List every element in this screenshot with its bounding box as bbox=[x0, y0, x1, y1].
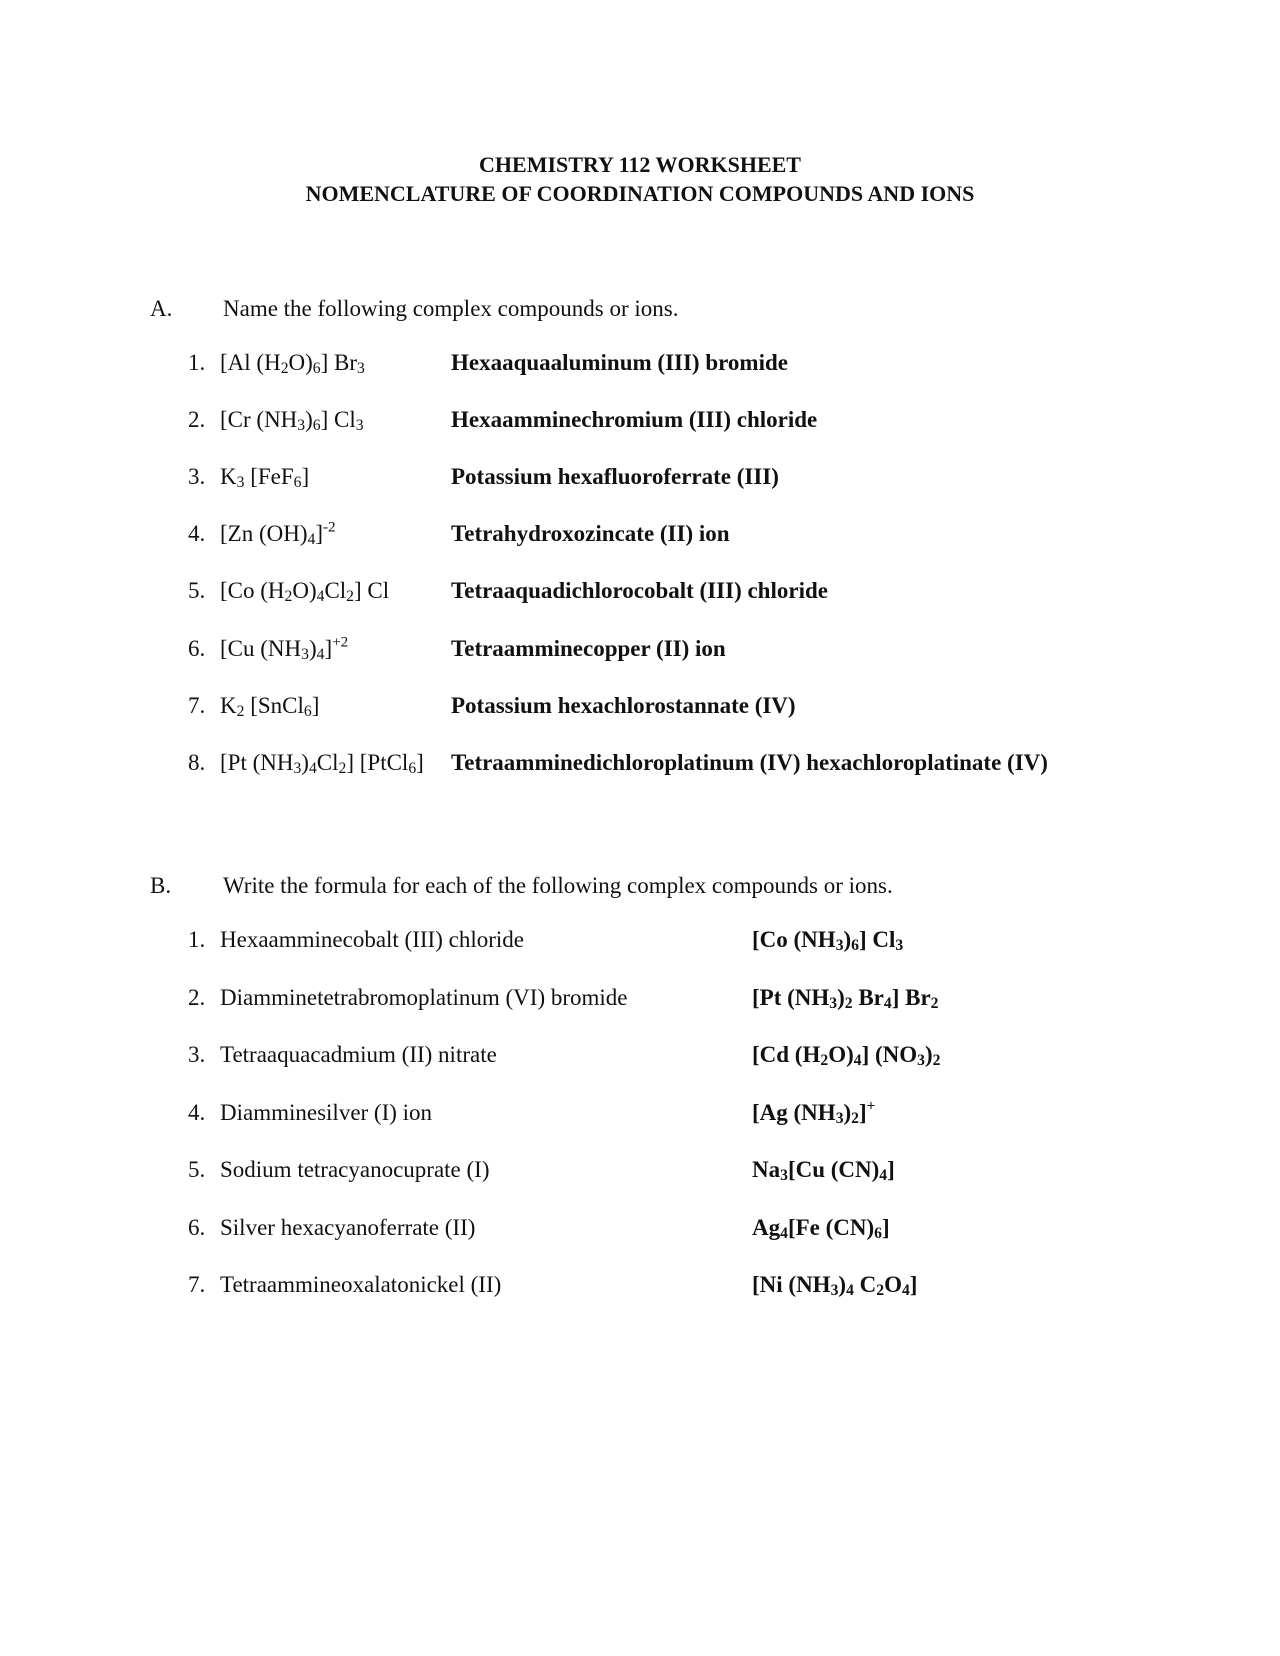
section-a-item bbox=[0, 462, 1280, 492]
item-number: 6. bbox=[188, 636, 206, 661]
formula-subscript: 3 bbox=[236, 473, 245, 491]
item-number: 8. bbox=[188, 750, 206, 775]
section-b-item bbox=[0, 1040, 1280, 1070]
formula-subscript: 4 bbox=[308, 759, 317, 777]
item-number: 3. bbox=[188, 1042, 206, 1067]
item-number: 3. bbox=[188, 464, 206, 489]
formula-subscript: 3 bbox=[895, 936, 904, 954]
formula-subscript: 4 bbox=[901, 1281, 910, 1299]
formula-subscript: 3 bbox=[830, 1281, 839, 1299]
formula-subscript: 3 bbox=[835, 936, 844, 954]
given-formula: [Co $(H_2O)_4Cl_2$] Cl bbox=[220, 578, 390, 605]
formula-subscript: 2 bbox=[844, 994, 853, 1012]
title-line-course: CHEMISTRY 112 WORKSHEET bbox=[479, 152, 801, 177]
formula-subscript: 6 bbox=[293, 473, 302, 491]
item-number: 7. bbox=[188, 1272, 206, 1297]
answer-name: Tetrahydroxozincate (II) ion bbox=[451, 521, 730, 546]
given-name: Diamminesilver (I) ion bbox=[220, 1100, 433, 1125]
section-b-item bbox=[0, 1098, 1280, 1128]
formula-subscript: 2 bbox=[346, 587, 354, 605]
answer-formula: [Co $(NH_3)_6$] $Cl_3$ bbox=[752, 927, 904, 954]
formula-subscript: 3 bbox=[357, 359, 365, 377]
section-a-item bbox=[0, 576, 1280, 606]
formula-subscript: 2 bbox=[932, 1051, 941, 1069]
answer-formula: [Ag $(NH_3)_2]^+$ bbox=[752, 1097, 876, 1127]
section-b-item bbox=[0, 925, 1280, 955]
section-b-instruction: Write the formula for each of the following complex compounds or ions. bbox=[223, 873, 893, 898]
answer-name: Tetraamminecopper (II) ion bbox=[451, 636, 726, 661]
formula-subscript: 4 bbox=[879, 1166, 888, 1184]
section-b-item bbox=[0, 1270, 1280, 1300]
formula-subscript: 2 bbox=[338, 759, 347, 777]
formula-subscript: 2 bbox=[930, 994, 939, 1012]
formula-subscript: 6 bbox=[312, 416, 321, 434]
formula-subscript: 4 bbox=[780, 1224, 788, 1242]
item-number: 4. bbox=[188, 1100, 206, 1125]
item-number: 5. bbox=[188, 1157, 206, 1182]
formula-subscript: 6 bbox=[312, 359, 321, 377]
formula-subscript: 6 bbox=[303, 702, 312, 720]
item-number: 1. bbox=[188, 350, 206, 375]
answer-formula: [Ni $(NH_3)_4$ $C_2O_4$] bbox=[752, 1272, 918, 1299]
formula-subscript: 3 bbox=[917, 1051, 925, 1069]
given-name: Sodium tetracyanocuprate (I) bbox=[220, 1157, 490, 1182]
given-formula: [Cu $(NH_3)_4]^{+2}$ bbox=[220, 633, 349, 663]
title-line-topic: NOMENCLATURE OF COORDINATION COMPOUNDS AND IONS bbox=[305, 181, 975, 206]
given-formula: [Pt $(NH_3)_4Cl_2$] [PtCl$_6$] bbox=[220, 750, 424, 777]
formula-subscript: 2 bbox=[876, 1281, 885, 1299]
given-formula: [Al $(H_2O)_6$] $Br_3$ bbox=[220, 350, 365, 377]
section-a-item bbox=[0, 519, 1280, 549]
item-number: 2. bbox=[188, 407, 206, 432]
section-a-letter: A. bbox=[150, 296, 173, 321]
given-name: Tetraammineoxalatonickel (II) bbox=[220, 1272, 502, 1297]
worksheet-title bbox=[0, 150, 1280, 208]
given-name: Diamminetetrabromoplatinum (VI) bromide bbox=[220, 985, 628, 1010]
given-formula: $K_3$ [FeF$_6$] bbox=[220, 464, 310, 491]
item-number: 7. bbox=[188, 693, 206, 718]
item-number: 6. bbox=[188, 1215, 206, 1240]
section-a-item bbox=[0, 748, 1280, 778]
formula-subscript: 4 bbox=[316, 587, 325, 605]
formula-subscript: 2 bbox=[236, 702, 245, 720]
answer-formula: [Pt $(NH_3)_2$ $Br_4$] $Br_2$ bbox=[752, 985, 939, 1012]
section-a-item bbox=[0, 691, 1280, 721]
formula-subscript: 4 bbox=[853, 1051, 862, 1069]
formula-subscript: 6 bbox=[874, 1224, 882, 1242]
section-a-instruction: Name the following complex compounds or ions. bbox=[223, 296, 679, 321]
section-a-item bbox=[0, 634, 1280, 664]
formula-subscript: 6 bbox=[408, 759, 417, 777]
formula-subscript: 4 bbox=[307, 530, 316, 548]
answer-name: Tetraaquadichlorocobalt (III) chloride bbox=[451, 578, 828, 603]
item-number: 5. bbox=[188, 578, 206, 603]
section-b-item bbox=[0, 1155, 1280, 1185]
given-name: Tetraaquacadmium (II) nitrate bbox=[220, 1042, 497, 1067]
formula-subscript: 4 bbox=[883, 994, 892, 1012]
answer-name: Potassium hexachlorostannate (IV) bbox=[451, 693, 796, 718]
formula-subscript: 2 bbox=[820, 1051, 829, 1069]
formula-subscript: 2 bbox=[851, 1109, 859, 1127]
item-number: 2. bbox=[188, 985, 206, 1010]
formula-subscript: 2 bbox=[284, 587, 293, 605]
section-a-item bbox=[0, 405, 1280, 435]
formula-subscript: 3 bbox=[297, 416, 306, 434]
given-name: Silver hexacyanoferrate (II) bbox=[220, 1215, 476, 1240]
section-b-letter: B. bbox=[150, 873, 172, 898]
formula-superscript: + bbox=[866, 1097, 876, 1115]
section-a-header bbox=[150, 294, 1150, 324]
answer-name: Hexaaquaaluminum (III) bromide bbox=[451, 350, 788, 375]
given-name: Hexaamminecobalt (III) chloride bbox=[220, 927, 524, 952]
formula-subscript: 3 bbox=[355, 416, 364, 434]
formula-subscript: 4 bbox=[316, 645, 325, 663]
formula-superscript: +2 bbox=[332, 633, 349, 651]
answer-formula: $Ag_4[Fe$ $(CN)_6$] bbox=[752, 1215, 890, 1242]
formula-subscript: 4 bbox=[846, 1281, 854, 1299]
formula-subscript: 3 bbox=[780, 1166, 788, 1184]
given-formula: [Zn $(OH)_4]^{-2}$ bbox=[220, 518, 336, 548]
formula-subscript: 3 bbox=[293, 759, 302, 777]
answer-name: Hexaamminechromium (III) chloride bbox=[451, 407, 818, 432]
section-b-item bbox=[0, 983, 1280, 1013]
section-b-item bbox=[0, 1213, 1280, 1243]
given-formula: [Cr $(NH_3)_6$] $Cl_3$ bbox=[220, 407, 364, 434]
formula-subscript: 2 bbox=[280, 359, 289, 377]
formula-subscript: 3 bbox=[835, 1109, 844, 1127]
answer-name: Tetraamminedichloroplatinum (IV) hexachloroplatinate (IV) bbox=[451, 750, 1048, 775]
given-formula: $K_2$ [SnCl$_6$] bbox=[220, 693, 320, 720]
section-a-item bbox=[0, 348, 1280, 378]
item-number: 4. bbox=[188, 521, 206, 546]
answer-formula: $Na_3[Cu$ $(CN)_4$] bbox=[752, 1157, 895, 1184]
formula-subscript: 3 bbox=[829, 994, 838, 1012]
item-number: 1. bbox=[188, 927, 206, 952]
formula-subscript: 6 bbox=[851, 936, 859, 954]
formula-subscript: 3 bbox=[301, 645, 309, 663]
answer-formula: [Cd $(H_2O)_4$] $(NO_3)_2$ bbox=[752, 1042, 941, 1069]
formula-superscript: -2 bbox=[322, 518, 336, 536]
section-b-header bbox=[150, 871, 1150, 901]
answer-name: Potassium hexafluoroferrate (III) bbox=[451, 464, 779, 489]
